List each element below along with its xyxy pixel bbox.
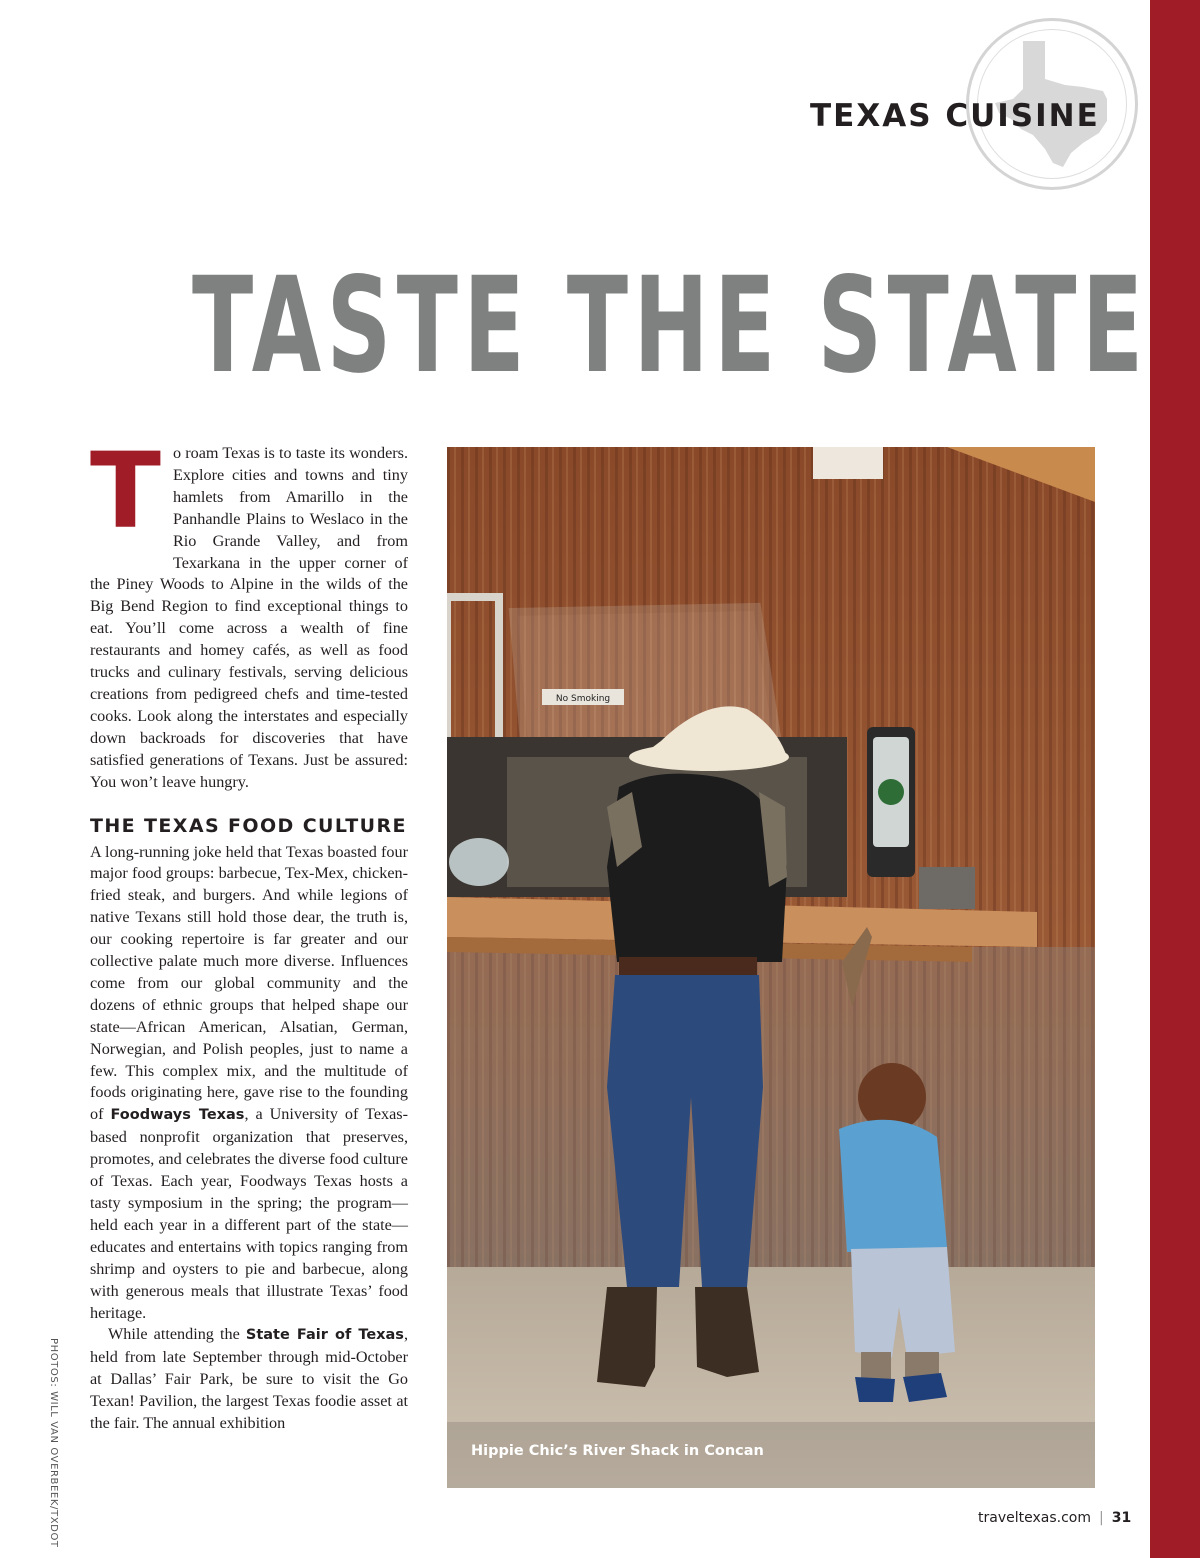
paragraph-text: , a University of Texas-based nonprofit organization that preserves, promotes, and celebrates the diverse food culture of Texas. Each year, Foodways Texas hosts a tasty symposium in the spring; the program—held each year in a different part of the state—educates and entertains with topics ranging from shrimp and oysters to pie and barbecue, along with generous meals that illustrate Texas’ food heritage. xyxy=(90,1105,408,1322)
foodways-texas-name: Foodways Texas xyxy=(110,1107,245,1124)
river-shack-photo xyxy=(447,447,1095,1488)
section-label: TEXAS CUISINE xyxy=(810,98,1100,134)
page-footer xyxy=(978,1510,1131,1526)
food-culture-paragraph xyxy=(90,842,408,1325)
footer-site: traveltexas.com xyxy=(978,1510,1091,1526)
photo-credit: PHOTOS: WILL VAN OVERBEEK/TXDOT xyxy=(48,1338,59,1548)
section-heading: THE TEXAS FOOD CULTURE xyxy=(90,814,407,837)
state-fair-name: State Fair of Texas xyxy=(245,1327,404,1344)
drop-cap: T xyxy=(90,449,161,552)
intro-paragraph xyxy=(90,443,408,794)
page-edge-bar xyxy=(1150,0,1200,1558)
photo-caption: Hippie Chic’s River Shack in Concan xyxy=(471,1443,764,1459)
paragraph-text: , held from late September through mid-October at Dallas’ Fair Park, be sure to visit the Go Texan! Pavilion, the largest Texas foodie asset at the fair. The annual exhibition xyxy=(90,1325,408,1433)
page-number: 31 xyxy=(1111,1510,1132,1526)
article-column xyxy=(90,443,408,1435)
footer-divider: | xyxy=(1098,1510,1104,1526)
paragraph-text: While attending the xyxy=(108,1325,246,1344)
intro-text: o roam Texas is to taste its wonders. Explore cities and towns and tiny hamlets from Amarillo in the Panhandle Plains to Weslaco in the Rio Grande Valley, and from Texarkana in the upper corner of the Piney Woods to Alpine in the wilds of the Big Bend Region to find exceptional things to eat. You’ll come across a wealth of fine restaurants and homey cafés, as well as food trucks and culinary festivals, serving delicious creations from pedigreed chefs and time-tested cooks. Look along the interstates and especially down backroads for discoveries that have satisfied generations of Texans. Just be assured: You won’t leave hungry. xyxy=(90,444,408,791)
paragraph-text: A long-running joke held that Texas boasted four major food groups: barbecue, Tex-Mex, chicken-fried steak, and burgers. And while legions of native Texans still hold those dear, the truth is, our cooking repertoire is far greater and our collective palate much more diverse. Influences come from our global community and the dozens of ethnic groups that helped shape our state—African American, Alsatian, German, Norwegian, and Polish peoples, just to name a few. This complex mix, and the multitude of foods originating here, gave rise to the founding of xyxy=(90,842,408,1124)
state-fair-paragraph xyxy=(90,1324,408,1435)
headline: TASTE THE STATE xyxy=(192,249,1149,403)
no-smoking-sign: No Smoking xyxy=(555,694,611,704)
photo xyxy=(447,447,1095,1488)
